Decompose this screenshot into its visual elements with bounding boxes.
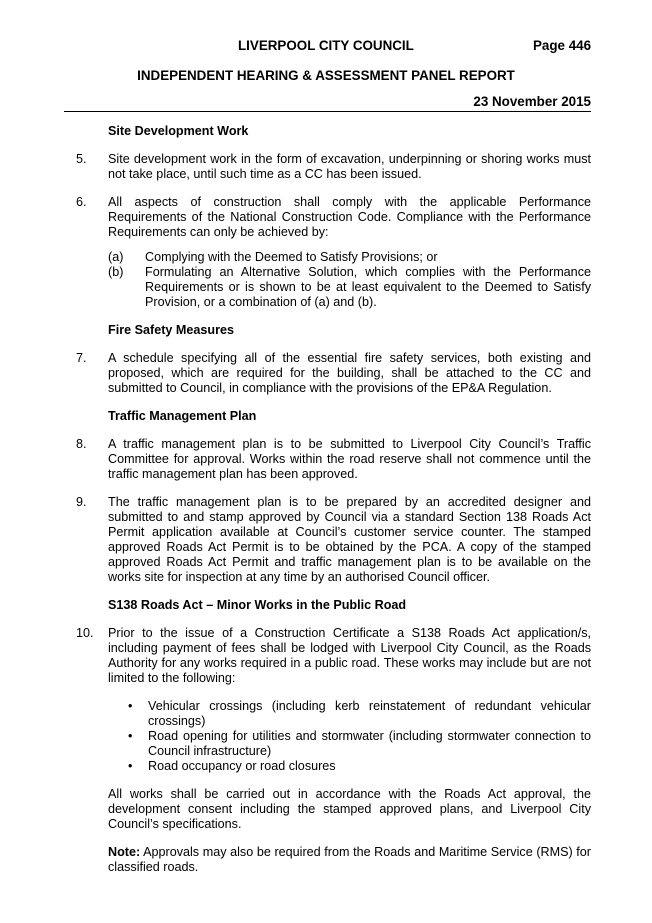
sub-item-text: Formulating an Alternative Solution, which complies with the Performance Requirements or is shown to be at least equivalent to the Deemed to Satisfy Provision, or a combination of (a) and (b). <box>145 265 591 309</box>
note-paragraph <box>108 845 591 875</box>
sub-item-label: (a) <box>108 250 124 264</box>
condition-body <box>108 195 591 310</box>
condition-text: Site development work in the form of excavation, underpinning or shoring works must not take place, until such time as a CC has been issued. <box>108 152 591 181</box>
condition-7 <box>76 351 591 396</box>
condition-number: 6. <box>76 195 87 209</box>
list-item <box>108 699 591 729</box>
report-date: 23 November 2015 <box>473 94 591 109</box>
document-body <box>76 124 591 875</box>
condition-number: 5. <box>76 152 87 166</box>
page-number: Page 446 <box>533 38 592 53</box>
heading-s138-roads-act: S138 Roads Act – Minor Works in the Public Road <box>108 598 407 612</box>
condition-text: All aspects of construction shall comply with the applicable Performance Requirements of the National Construction Code. Compliance with the Performance Requirements can only be achieved by: <box>108 195 591 239</box>
note-text: Approvals may also be required from the Roads and Maritime Service (RMS) for classified roads. <box>108 845 591 874</box>
list-item <box>108 759 591 774</box>
condition-8 <box>76 437 591 482</box>
closing-paragraph: All works shall be carried out in accordance with the Roads Act approval, the development consent including the stamped approved plans, and Liverpool City Council’s specifications. <box>108 787 591 831</box>
heading-traffic-management: Traffic Management Plan <box>108 409 257 423</box>
bullet-icon: • <box>128 759 133 773</box>
condition-number: 7. <box>76 351 87 365</box>
council-name: LIVERPOOL CITY COUNCIL <box>238 38 414 53</box>
header-divider <box>64 111 591 112</box>
sub-item-label: (b) <box>108 265 124 279</box>
condition-5 <box>76 152 591 182</box>
sub-item-a <box>108 250 591 265</box>
condition-body <box>108 626 591 875</box>
heading-site-development: Site Development Work <box>108 124 249 138</box>
condition-10 <box>76 626 591 875</box>
heading-fire-safety: Fire Safety Measures <box>108 323 234 337</box>
condition-number: 9. <box>76 495 87 509</box>
list-item-text: Vehicular crossings (including kerb reinstatement of redundant vehicular crossings) <box>148 699 591 728</box>
bullet-icon: • <box>128 699 133 713</box>
condition-text: A schedule specifying all of the essential fire safety services, both existing and proposed, which are required for the building, shall be attached to the CC and submitted to Council, in compliance with the provisions of the EP&A Regulation. <box>108 351 591 395</box>
list-item <box>108 729 591 759</box>
condition-number: 10. <box>76 626 94 640</box>
condition-6 <box>76 195 591 310</box>
list-item-text: Road occupancy or road closures <box>148 759 336 773</box>
bullet-icon: • <box>128 729 133 743</box>
condition-number: 8. <box>76 437 87 451</box>
condition-9 <box>76 495 591 585</box>
note-label: Note: <box>108 845 141 859</box>
list-item-text: Road opening for utilities and stormwater (including stormwater connection to Council infrastructure) <box>148 729 591 758</box>
sub-item-b <box>108 265 591 310</box>
condition-text: The traffic management plan is to be prepared by an accredited designer and submitted to and stamp approved by Council via a standard Section 138 Roads Act Permit application available at Council’s customer service counter. The stamped approved Roads Act Permit is to be obtained by the PCA. A copy of the stamped approved Roads Act Permit and traffic management plan is to be available on the works site for inspection at any time by an authorised Council officer. <box>108 495 591 584</box>
condition-text: A traffic management plan is to be submitted to Liverpool City Council’s Traffic Committee for approval. Works within the road reserve shall not commence until the traffic management plan has been approved. <box>108 437 591 481</box>
condition-text: Prior to the issue of a Construction Certificate a S138 Roads Act application/s, including payment of fees shall be lodged with Liverpool City Council, as the Roads Authority for any works required in a public road. These works may include but are not limited to the following: <box>108 626 591 685</box>
report-title: INDEPENDENT HEARING & ASSESSMENT PANEL REPORT <box>137 68 515 83</box>
sub-item-text: Complying with the Deemed to Satisfy Provisions; or <box>145 250 438 264</box>
works-list <box>108 699 591 774</box>
